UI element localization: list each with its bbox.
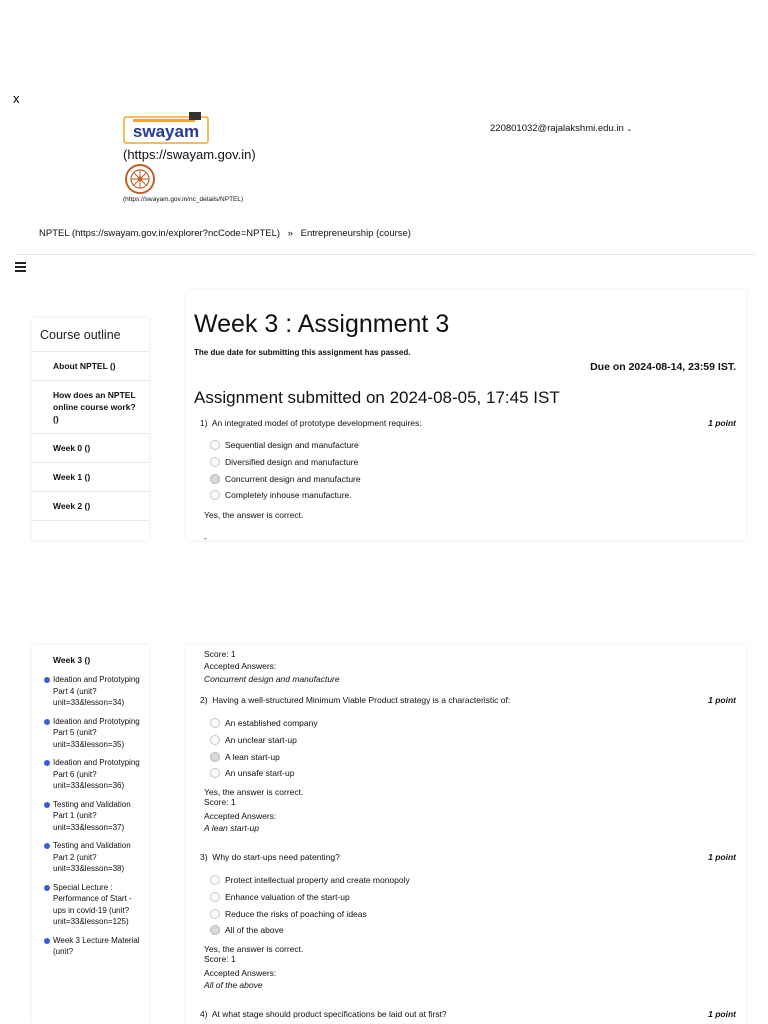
option-q2-c[interactable]: [210, 752, 280, 762]
unit-link[interactable]: [32, 837, 149, 879]
question-2-text: [200, 695, 510, 705]
accepted-answer: A lean start-up: [204, 823, 259, 833]
unit-link[interactable]: [32, 671, 149, 713]
unit-status-dot: [44, 719, 50, 725]
option-label: All of the above: [225, 925, 284, 935]
course-outline-sidebar: [32, 318, 149, 540]
option-label: Protect intellectual property and create monopoly: [225, 875, 410, 885]
option-q3-c[interactable]: [210, 909, 367, 919]
question-4-points: 1 point: [708, 1009, 736, 1019]
user-email: 220801032@rajalakshmi.edu.in: [490, 123, 624, 134]
unit-status-dot: [44, 938, 50, 944]
question-4-text: [200, 1009, 447, 1019]
course-outline-sidebar-continued: [32, 645, 149, 1024]
breadcrumb-separator: »: [287, 228, 293, 239]
due-passed-notice: The due date for submitting this assignment has passed.: [194, 348, 411, 357]
radio-selected-icon[interactable]: [210, 752, 220, 762]
option-label: An unclear start-up: [225, 735, 297, 745]
unit-label: Ideation and Prototyping Part 6 (unit?unit=33&lesson=36): [53, 758, 140, 790]
sidebar-item-week-1[interactable]: Week 1 (): [32, 463, 149, 492]
question-3-text: [200, 852, 340, 862]
accepted-answer: Concurrent design and manufacture: [204, 674, 340, 684]
option-q3-b[interactable]: [210, 892, 350, 902]
radio-unselected-icon[interactable]: [210, 440, 220, 450]
option-label: An unsafe start-up: [225, 768, 295, 778]
question-number: 3): [200, 852, 208, 862]
option-q1-a[interactable]: [210, 440, 359, 450]
answer-feedback: Yes, the answer is correct.: [204, 510, 304, 520]
cut-marker: -: [204, 533, 207, 540]
option-label: Diversified design and manufacture: [225, 457, 359, 467]
accepted-answers-label: Accepted Answers:: [204, 661, 277, 671]
page-title: Week 3 : Assignment 3: [194, 310, 450, 338]
unit-label: Special Lecture : Performance of Start - ups in covid-19 (unit?unit=33&lesson=125): [53, 882, 132, 926]
accepted-answers-label: Accepted Answers:: [204, 968, 277, 978]
question-3-points: 1 point: [708, 852, 736, 862]
radio-selected-icon[interactable]: [210, 474, 220, 484]
unit-status-dot: [44, 760, 50, 766]
radio-selected-icon[interactable]: [210, 925, 220, 935]
assignment-panel-top: [186, 290, 746, 540]
unit-label: Ideation and Prototyping Part 4 (unit?unit=33&lesson=34): [53, 675, 140, 707]
breadcrumb-item-nptel[interactable]: NPTEL (https://swayam.gov.in/explorer?ncCode=NPTEL): [39, 228, 281, 239]
submission-status: Assignment submitted on 2024-08-05, 17:45 IST: [194, 388, 560, 407]
breadcrumb: [39, 228, 411, 239]
unit-label: Week 3 Lecture Material (unit?: [53, 935, 140, 956]
question-label: At what stage should product specifications be laid out at first?: [211, 1009, 447, 1019]
option-label: An established company: [225, 718, 318, 728]
chevron-down-icon: ⌄: [626, 126, 633, 133]
unit-link[interactable]: [32, 932, 149, 962]
question-number: 4): [200, 1009, 208, 1019]
assignment-panel-bottom: [186, 645, 746, 1024]
radio-unselected-icon[interactable]: [210, 892, 220, 902]
option-label: A lean start-up: [225, 752, 280, 762]
unit-label: Testing and Validation Part 1 (unit?unit=33&lesson=37): [53, 799, 131, 832]
answer-feedback: Yes, the answer is correct.: [204, 944, 304, 954]
radio-unselected-icon[interactable]: [210, 735, 220, 745]
breadcrumb-item-course[interactable]: Entrepreneurship (course): [300, 228, 411, 239]
unit-label: Testing and Validation Part 2 (unit?unit=33&lesson=38): [53, 841, 131, 873]
unit-status-dot: [44, 802, 50, 808]
user-menu[interactable]: [490, 123, 632, 134]
due-date: Due on 2024-08-14, 23:59 IST.: [590, 361, 736, 373]
sidebar-item-about-nptel[interactable]: About NPTEL (): [32, 352, 149, 381]
score: Score: 1: [204, 649, 236, 659]
radio-unselected-icon[interactable]: [210, 490, 220, 500]
option-label: Concurrent design and manufacture: [225, 474, 361, 484]
score: Score: 1: [204, 954, 236, 964]
question-label: Having a well-structured Minimum Viable Product strategy is a characteristic of:: [212, 695, 511, 705]
option-label: Reduce the risks of poaching of ideas: [225, 909, 367, 919]
question-label: Why do start-ups need patenting?: [212, 852, 340, 862]
radio-unselected-icon[interactable]: [210, 768, 220, 778]
course-outline-title: Course outline: [32, 318, 149, 352]
close-button[interactable]: x: [13, 91, 20, 106]
unit-link[interactable]: [32, 754, 149, 796]
unit-link[interactable]: [32, 796, 149, 838]
unit-status-dot: [44, 843, 50, 849]
nptel-logo[interactable]: [124, 163, 156, 195]
radio-unselected-icon[interactable]: [210, 875, 220, 885]
score: Score: 1: [204, 797, 236, 807]
option-label: Completely inhouse manufacture.: [225, 490, 352, 500]
sidebar-item-week-2[interactable]: Week 2 (): [32, 492, 149, 521]
option-q1-c[interactable]: [210, 474, 361, 484]
option-label: Enhance valuation of the start-up: [225, 892, 350, 902]
sidebar-item-week-3[interactable]: Week 3 (): [53, 655, 91, 665]
option-q2-a[interactable]: [210, 718, 318, 728]
question-label: An integrated model of prototype development requires:: [211, 418, 422, 428]
divider: [15, 254, 755, 255]
option-q1-b[interactable]: [210, 457, 358, 467]
question-2-points: 1 point: [708, 695, 736, 705]
radio-unselected-icon[interactable]: [210, 909, 220, 919]
option-q2-b[interactable]: [210, 735, 297, 745]
unit-status-dot: [44, 677, 50, 683]
question-1-text: [200, 418, 422, 428]
question-number: 2): [200, 695, 208, 705]
unit-status-dot: [44, 885, 50, 891]
option-q3-d[interactable]: [210, 925, 284, 935]
hamburger-menu-icon[interactable]: [15, 262, 26, 272]
sidebar-item-week-0[interactable]: Week 0 (): [32, 434, 149, 463]
option-q3-a[interactable]: [210, 875, 410, 885]
option-label: Sequential design and manufacture: [225, 440, 359, 450]
accepted-answers-label: Accepted Answers:: [204, 811, 277, 821]
swayam-logo[interactable]: [123, 112, 209, 146]
sidebar-item-how-nptel-works[interactable]: How does an NPTEL online course work? (): [32, 381, 149, 434]
swayam-logo-text: swayam: [132, 122, 200, 141]
unit-label: Ideation and Prototyping Part 5 (unit?unit=33&lesson=35): [53, 716, 140, 749]
radio-unselected-icon[interactable]: [210, 718, 220, 728]
option-q2-d[interactable]: [210, 768, 294, 778]
question-1-points: 1 point: [708, 418, 736, 428]
option-q1-d[interactable]: [210, 490, 352, 500]
unit-link[interactable]: [32, 713, 149, 755]
unit-link[interactable]: [32, 879, 149, 932]
nptel-link[interactable]: (https://swayam.gov.in/nc_details/NPTEL): [123, 196, 244, 203]
accepted-answer: All of the above: [204, 980, 263, 990]
swayam-link[interactable]: (https://swayam.gov.in): [123, 147, 256, 162]
answer-feedback: Yes, the answer is correct.: [204, 787, 304, 797]
question-number: 1): [200, 418, 208, 428]
radio-unselected-icon[interactable]: [210, 457, 220, 467]
